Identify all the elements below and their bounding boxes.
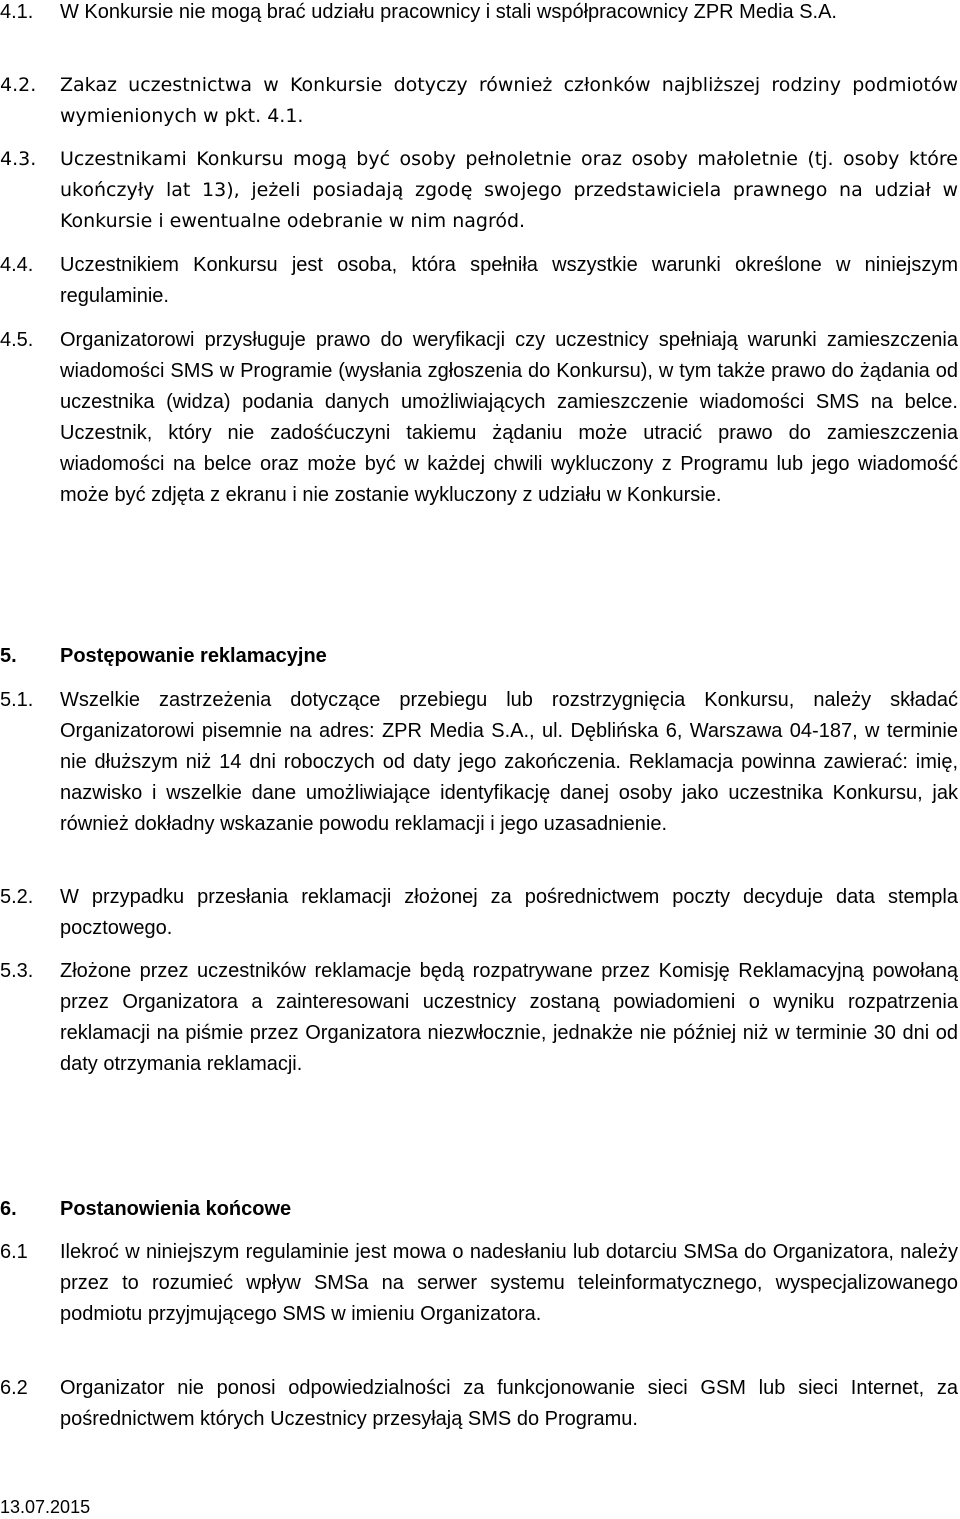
paragraph-text: Uczestnikami Konkursu mogą być osoby pełnoletnie oraz osoby małoletnie (tj. osoby które ukończyły lat 13), jeżeli posiadają zgodę swojego przedstawiciela prawnego na udział w Konkursie i ewentualne odebranie w nim nagród. (60, 148, 958, 232)
paragraph-number: 5.2. (0, 886, 34, 908)
paragraph-4-5 (0, 325, 958, 511)
paragraph-6-2 (0, 1373, 958, 1435)
footer-date: 13.07.2015 (0, 1497, 91, 1517)
paragraph-text: W Konkursie nie mogą brać udziału pracownicy i stali współpracownicy ZPR Media S.A. (60, 1, 837, 23)
paragraph-4-4 (0, 250, 958, 312)
section-number: 5. (0, 645, 17, 667)
paragraph-text: Wszelkie zastrzeżenia dotyczące przebiegu lub rozstrzygnięcia Konkursu, należy składać Organizatorowi pisemnie na adres: ZPR Media S.A., ul. Dęblińska 6, Warszawa 04-187, w terminie nie dłuższym niż 14 dni roboczych od daty jego zakończenia. Reklamacja powinna zawierać: imię, nazwisko i wszelkie dane umożliwiające identyfikację danej osoby jako uczestnika Konkursu, jak również dokładny wskazanie powodu reklamacji i jego uzasadnienie. (60, 689, 958, 835)
paragraph-4-1 (0, 0, 958, 28)
paragraph-number: 4.5. (0, 329, 34, 351)
paragraph-5-2 (0, 882, 958, 944)
paragraph-6-1 (0, 1237, 958, 1330)
paragraph-number: 4.1. (0, 1, 34, 23)
paragraph-number: 5.1. (0, 689, 34, 711)
section-number: 6. (0, 1198, 17, 1220)
paragraph-text: Organizatorowi przysługuje prawo do weryfikacji czy uczestnicy spełniają warunki zamieszczenia wiadomości SMS w Programie (wysłania zgłoszenia do Konkursu), w tym także prawo do żądania od uczestnika (widza) podania danych umożliwiających zamieszczenie wiadomości SMS na belce. Uczestnik, który nie zadośćuczyni takiemu żądaniu może utracić prawo do zamieszczenia wiadomości na belce oraz może być w każdej chwili wykluczony z Programu lub jego wiadomość może być zdjęta z ekranu i nie zostanie wykluczony z udziału w Konkursie. (60, 329, 958, 506)
paragraph-text: Organizator nie ponosi odpowiedzialności za funkcjonowanie sieci GSM lub sieci Internet, za pośrednictwem których Uczestnicy przesyłają SMS do Programu. (60, 1377, 958, 1430)
paragraph-4-2 (0, 70, 958, 132)
paragraph-text: Uczestnikiem Konkursu jest osoba, która spełniła wszystkie warunki określone w niniejszym regulaminie. (60, 254, 958, 307)
section-title: Postępowanie reklamacyjne (60, 645, 327, 667)
paragraph-text: Złożone przez uczestników reklamacje będą rozpatrywane przez Komisję Reklamacyjną powołaną przez Organizatora a zainteresowani uczestnicy zostaną powiadomieni o wyniku rozpatrzenia reklamacji na piśmie przez Organizatora niezwłocznie, jednakże nie później niż w terminie 30 dni od daty otrzymania reklamacji. (60, 960, 958, 1075)
paragraph-number: 6.2 (0, 1377, 28, 1399)
paragraph-number: 4.4. (0, 254, 34, 276)
paragraph-number: 5.3. (0, 960, 34, 982)
paragraph-text: Ilekroć w niniejszym regulaminie jest mowa o nadesłaniu lub dotarciu SMSa do Organizatora, należy przez to rozumieć wpływ SMSa na serwer systemu teleinformatycznego, wyspecjalizowanego podmiotu przyjmującego SMS w imieniu Organizatora. (60, 1241, 958, 1325)
paragraph-number: 4.2. (0, 74, 37, 96)
paragraph-number: 4.3. (0, 148, 37, 170)
section-title: Postanowienia końcowe (60, 1198, 292, 1220)
paragraph-5-1 (0, 685, 958, 840)
paragraph-5-3 (0, 956, 958, 1080)
section-heading-6 (0, 1194, 291, 1225)
paragraph-4-3 (0, 144, 958, 237)
paragraph-number: 6.1 (0, 1241, 28, 1263)
paragraph-text: W przypadku przesłania reklamacji złożonej za pośrednictwem poczty decyduje data stempla pocztowego. (60, 886, 958, 939)
section-heading-5 (0, 641, 327, 672)
paragraph-text: Zakaz uczestnictwa w Konkursie dotyczy również członków najbliższej rodziny podmiotów wymienionych w pkt. 4.1. (60, 74, 958, 127)
